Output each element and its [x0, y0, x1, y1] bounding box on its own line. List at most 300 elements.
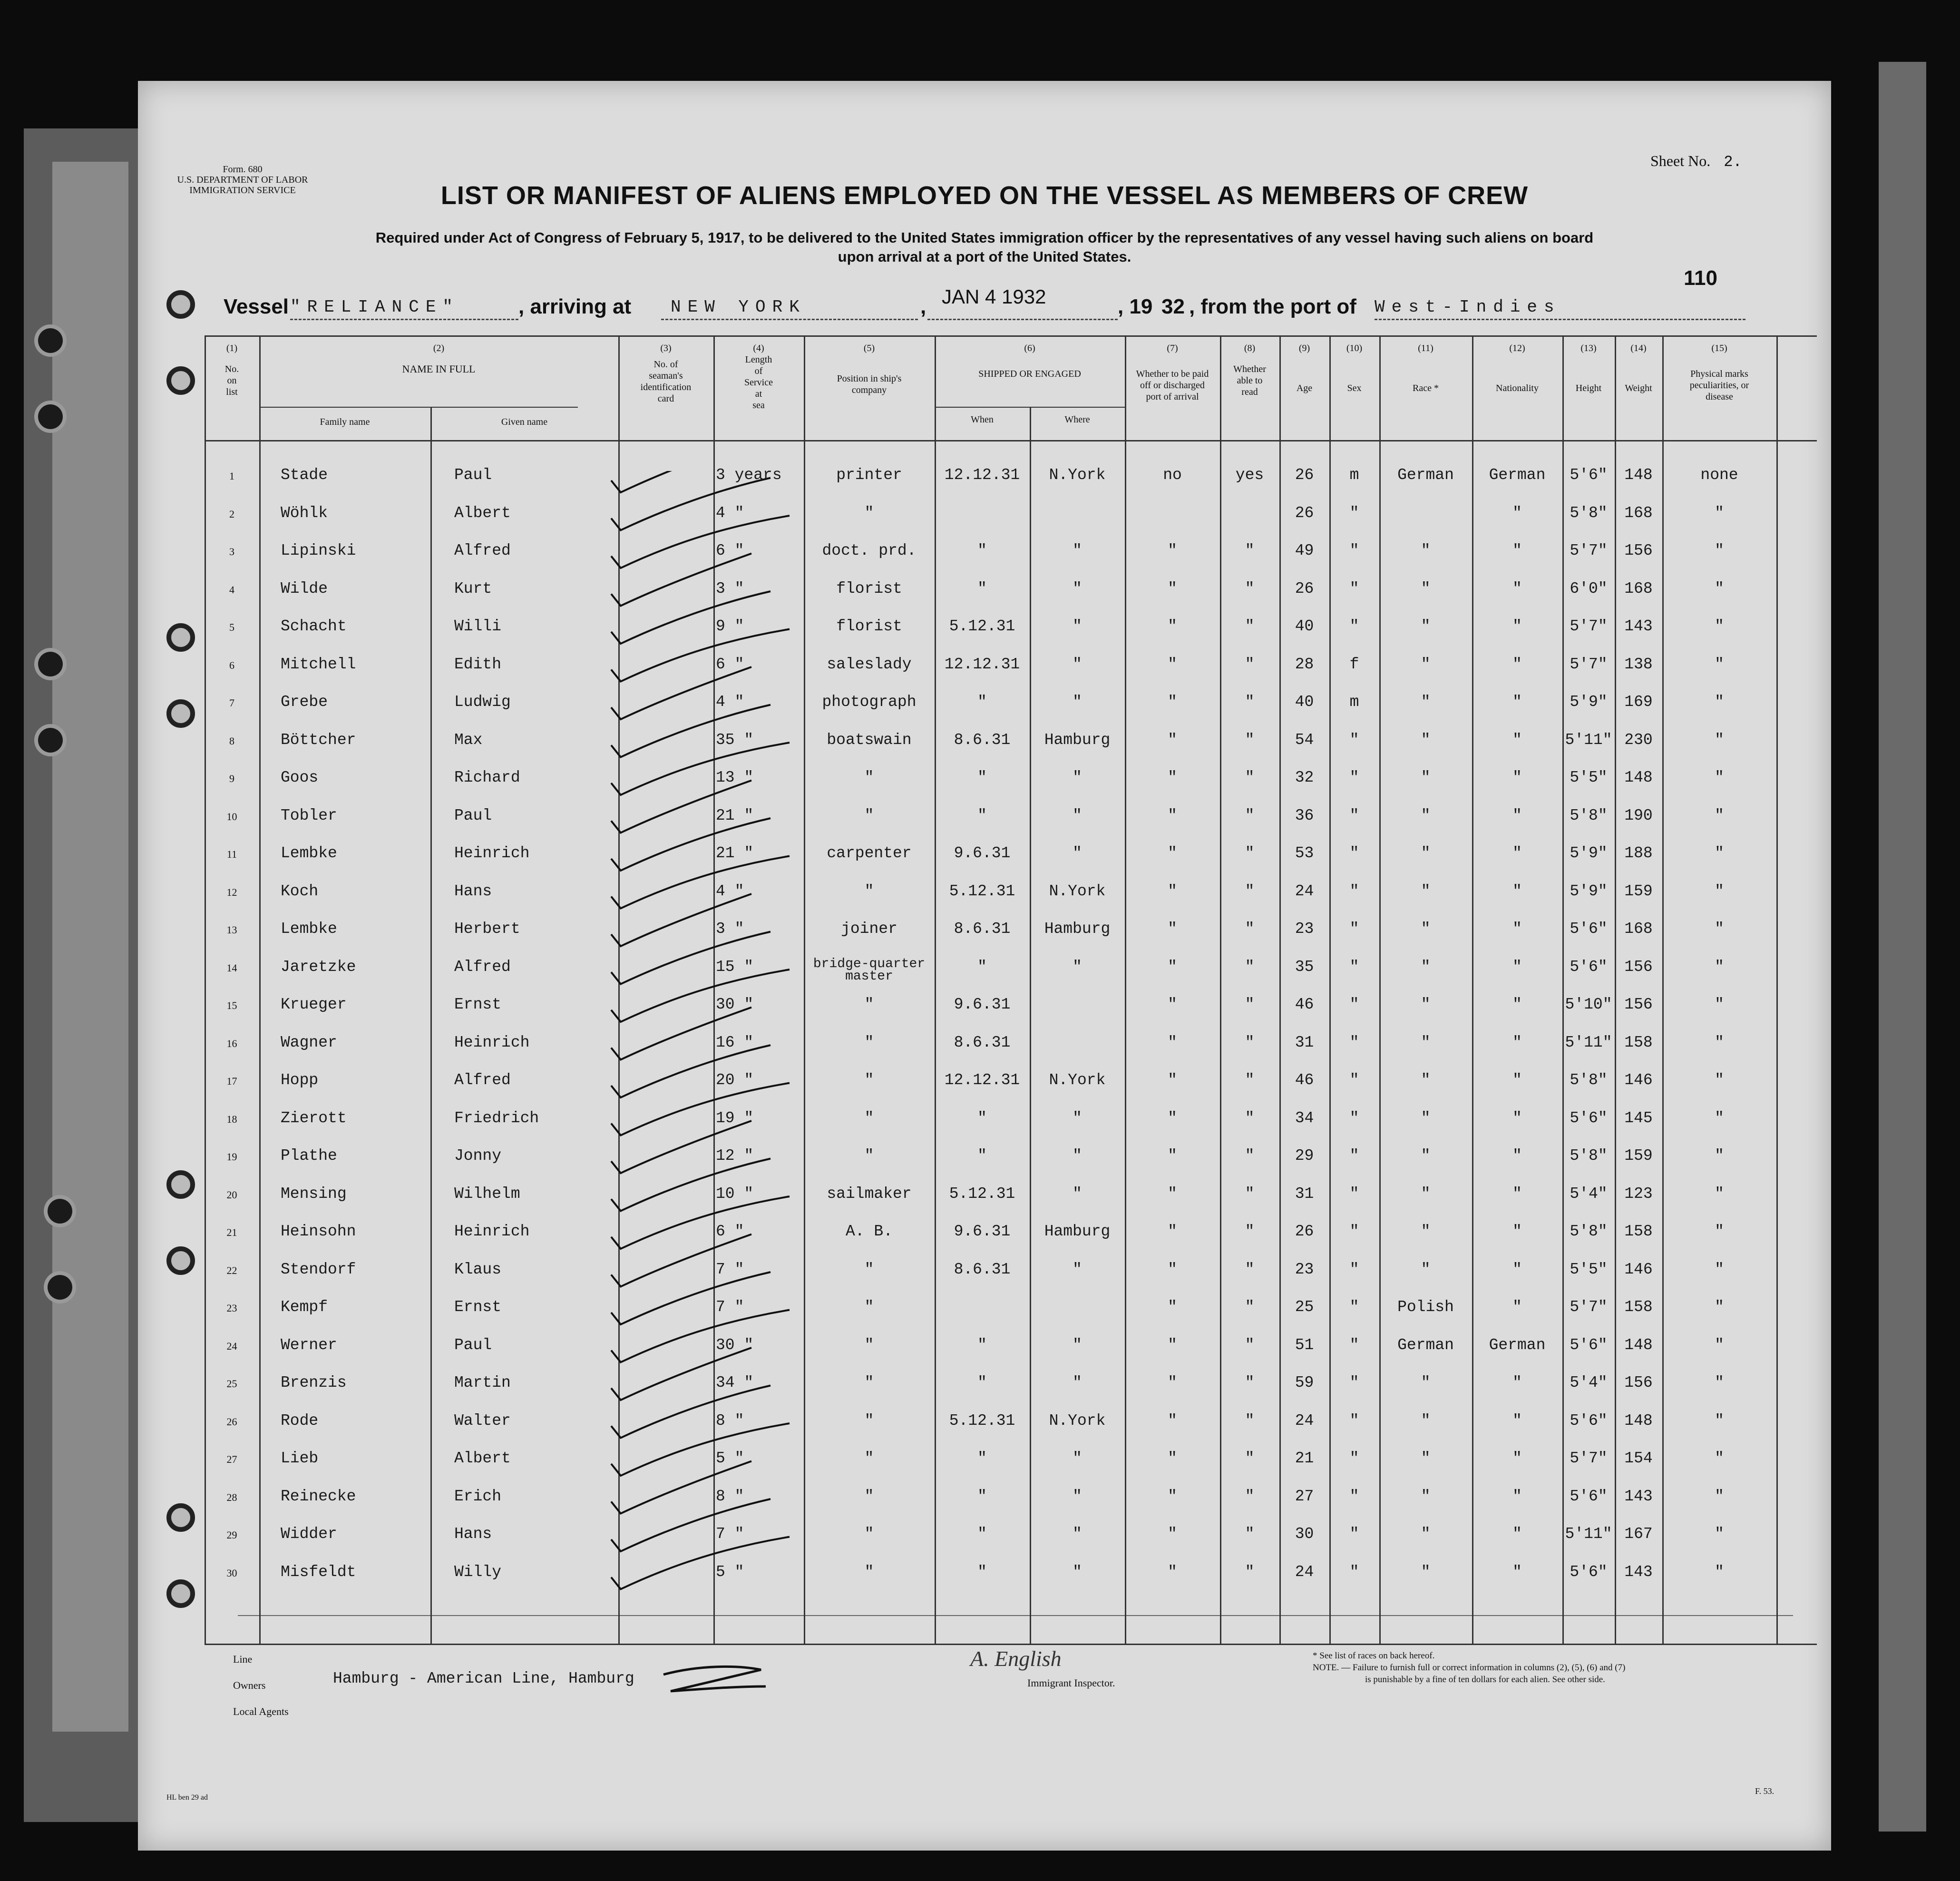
- sex-cell: ": [1349, 1411, 1359, 1430]
- race-cell: ": [1421, 806, 1431, 824]
- comma: ,: [920, 295, 926, 318]
- age-cell: 23: [1295, 920, 1314, 938]
- weight-cell: 146: [1624, 1260, 1653, 1278]
- age-cell: 49: [1295, 542, 1314, 559]
- given-name-cell: Heinrich: [454, 1033, 530, 1051]
- race-cell: ": [1421, 579, 1431, 598]
- col-title-name: NAME IN FULL: [402, 363, 476, 375]
- race-cell: ": [1421, 731, 1431, 749]
- shipped-where-cell: N.York: [1049, 466, 1106, 484]
- able-to-read-cell: ": [1245, 1147, 1255, 1165]
- position-cell: ": [864, 1071, 874, 1089]
- service-length-cell: 4 ": [716, 693, 744, 711]
- col-title-race: Race *: [1413, 383, 1439, 393]
- service-length-cell: 21 ": [716, 844, 754, 862]
- shipped-where-cell: ": [1073, 617, 1082, 635]
- col-rule: [1379, 335, 1381, 1644]
- nationality-cell: ": [1512, 693, 1522, 711]
- age-cell: 54: [1295, 731, 1314, 749]
- sheet-number: [1650, 152, 1742, 171]
- shipped-when-cell: ": [977, 1374, 987, 1391]
- fine-note-1: NOTE. — Failure to furnish full or correct information in columns (2), (5), (6) and (7): [1313, 1663, 1626, 1673]
- shipped-when-cell: ": [977, 1109, 987, 1127]
- physical-marks-cell: ": [1715, 1147, 1724, 1165]
- physical-marks-cell: ": [1715, 1525, 1724, 1543]
- position-cell: ": [864, 1336, 874, 1354]
- sex-cell: ": [1349, 958, 1359, 976]
- able-to-read-cell: ": [1245, 1411, 1255, 1430]
- able-to-read-cell: ": [1245, 1563, 1255, 1581]
- col-family-name: Family name: [320, 417, 370, 427]
- sex-cell: ": [1349, 1487, 1359, 1505]
- col-title-age: Age: [1296, 383, 1313, 393]
- service-length-cell: 15 ": [716, 958, 754, 976]
- able-to-read-cell: ": [1245, 542, 1255, 559]
- row-number-cell: 20: [226, 1188, 237, 1201]
- family-name-cell: Tobler: [281, 806, 337, 824]
- paid-off-cell: ": [1168, 1223, 1177, 1240]
- col-age: [1279, 343, 1329, 394]
- position-cell: ": [864, 1450, 874, 1467]
- age-cell: 40: [1295, 693, 1314, 711]
- col-rule: [1472, 335, 1473, 1644]
- race-cell: ": [1421, 1109, 1431, 1127]
- age-cell: 26: [1295, 579, 1314, 598]
- family-name-cell: Reinecke: [281, 1487, 356, 1505]
- row-number-cell: 18: [226, 1113, 237, 1125]
- service-length-cell: 19 ": [716, 1109, 754, 1127]
- paid-off-cell: ": [1168, 882, 1177, 900]
- height-cell: 5'7": [1570, 1298, 1608, 1316]
- col-paid-off: [1125, 343, 1220, 402]
- age-cell: 23: [1295, 1260, 1314, 1278]
- service-length-cell: 20 ": [716, 1071, 754, 1089]
- position-cell: ": [864, 1487, 874, 1505]
- service-length-cell: 4 ": [716, 882, 744, 900]
- col-when: When: [971, 414, 994, 425]
- paid-off-cell: ": [1168, 996, 1177, 1013]
- shipped-where-cell: ": [1073, 806, 1082, 824]
- family-name-cell: Heinsohn: [281, 1223, 356, 1240]
- col-index: (2): [433, 343, 445, 353]
- weight-cell: 159: [1624, 882, 1653, 900]
- given-name-cell: Alfred: [454, 1071, 511, 1089]
- age-cell: 24: [1295, 882, 1314, 900]
- paid-off-cell: ": [1168, 693, 1177, 711]
- family-name-cell: Wilde: [281, 579, 328, 598]
- col-index: (4): [753, 343, 764, 353]
- family-name-cell: Goos: [281, 769, 319, 786]
- physical-marks-cell: ": [1715, 579, 1724, 598]
- race-cell: ": [1421, 1223, 1431, 1240]
- nationality-cell: ": [1512, 1411, 1522, 1430]
- weight-cell: 143: [1624, 1487, 1653, 1505]
- given-name-cell: Paul: [454, 806, 492, 824]
- race-cell: German: [1397, 466, 1454, 484]
- col-id-card: [618, 343, 713, 404]
- service-length-cell: 7 ": [716, 1260, 744, 1278]
- physical-marks-cell: ": [1715, 1487, 1724, 1505]
- able-to-read-cell: ": [1245, 655, 1255, 673]
- paid-off-cell: ": [1168, 920, 1177, 938]
- able-to-read-cell: ": [1245, 769, 1255, 786]
- paper-ring: [166, 290, 195, 319]
- age-cell: 26: [1295, 1223, 1314, 1240]
- shipped-when-cell: 8.6.31: [954, 1260, 1011, 1278]
- shipped-when-cell: 5.12.31: [949, 617, 1015, 635]
- family-name-cell: Brenzis: [281, 1374, 347, 1391]
- page-subtitle: [209, 228, 1760, 266]
- nationality-cell: ": [1512, 1450, 1522, 1467]
- col-title-nationality: Nationality: [1496, 383, 1539, 393]
- able-to-read-cell: ": [1245, 1185, 1255, 1203]
- shipped-when-cell: 9.6.31: [954, 1223, 1011, 1240]
- col-index: (12): [1509, 343, 1525, 353]
- service-length-cell: 30 ": [716, 1336, 754, 1354]
- weight-cell: 168: [1624, 504, 1653, 522]
- col-index: (13): [1580, 343, 1597, 353]
- shipped-when-cell: 9.6.31: [954, 996, 1011, 1013]
- shipped-when-cell: ": [977, 542, 987, 559]
- paper-ring: [166, 1246, 195, 1275]
- age-cell: 51: [1295, 1336, 1314, 1354]
- nationality-cell: ": [1512, 844, 1522, 862]
- physical-marks-cell: ": [1715, 1336, 1724, 1354]
- nationality-cell: ": [1512, 655, 1522, 673]
- weight-cell: 169: [1624, 693, 1653, 711]
- col-rule: [1662, 335, 1664, 1644]
- position-cell: florist: [836, 617, 902, 635]
- year-prefix: , 19: [1118, 295, 1153, 318]
- col-title-shipped: SHIPPED OR ENGAGED: [978, 369, 1081, 379]
- col-title-weight: Weight: [1625, 383, 1652, 393]
- shipped-when-cell: ": [977, 1563, 987, 1581]
- height-cell: 5'11": [1565, 731, 1612, 749]
- height-cell: 5'10": [1565, 996, 1612, 1013]
- col-title-marks: Physical marks peculiarities, or disease: [1689, 369, 1749, 402]
- position-cell: ": [864, 1525, 874, 1543]
- given-name-cell: Alfred: [454, 958, 511, 976]
- physical-marks-cell: ": [1715, 1298, 1724, 1316]
- weight-cell: 143: [1624, 1563, 1653, 1581]
- given-name-cell: Friedrich: [454, 1109, 539, 1127]
- vessel-underline: [290, 319, 518, 320]
- col-rule: [1220, 335, 1221, 1644]
- row-number-cell: 13: [226, 924, 237, 936]
- shipped-when-cell: 5.12.31: [949, 1185, 1015, 1203]
- col-rule: [1329, 335, 1331, 1644]
- physical-marks-cell: ": [1715, 693, 1724, 711]
- col-rule: [205, 335, 206, 1644]
- check-mark: [611, 1083, 790, 1136]
- sex-cell: ": [1349, 1450, 1359, 1467]
- check-mark: [611, 667, 751, 719]
- race-cell: ": [1421, 1147, 1431, 1165]
- paid-off-cell: no: [1163, 466, 1182, 484]
- scan-background-left-inner: [52, 162, 128, 1732]
- able-to-read-cell: ": [1245, 1109, 1255, 1127]
- sex-cell: ": [1349, 1525, 1359, 1543]
- nationality-cell: ": [1512, 996, 1522, 1013]
- paid-off-cell: ": [1168, 1071, 1177, 1089]
- race-cell: ": [1421, 1450, 1431, 1467]
- sex-cell: ": [1349, 996, 1359, 1013]
- able-to-read-cell: ": [1245, 1033, 1255, 1051]
- service-length-cell: 16 ": [716, 1033, 754, 1051]
- sex-cell: ": [1349, 1223, 1359, 1240]
- row-number-cell: 27: [226, 1453, 237, 1465]
- height-cell: 5'4": [1570, 1374, 1608, 1391]
- service-length-cell: 34 ": [716, 1374, 754, 1391]
- family-name-cell: Misfeldt: [281, 1563, 356, 1581]
- shipped-where-cell: ": [1073, 1450, 1082, 1467]
- height-cell: 5'7": [1570, 617, 1608, 635]
- check-mark: [611, 1348, 751, 1400]
- given-name-cell: Heinrich: [454, 1223, 530, 1240]
- weight-cell: 143: [1624, 617, 1653, 635]
- weight-cell: 148: [1624, 1336, 1653, 1354]
- service-length-cell: 3 years: [716, 466, 782, 484]
- row-number-cell: 3: [229, 546, 234, 558]
- col-rule: [935, 335, 936, 1644]
- height-cell: 6'0": [1570, 579, 1608, 598]
- given-name-cell: Albert: [454, 1450, 511, 1467]
- sex-cell: ": [1349, 1185, 1359, 1203]
- shipped-where-cell: N.York: [1049, 1071, 1106, 1089]
- age-cell: 36: [1295, 806, 1314, 824]
- nationality-cell: ": [1512, 920, 1522, 938]
- check-mark: [611, 1310, 790, 1362]
- shipped-where-cell: N.York: [1049, 882, 1106, 900]
- shipped-where-cell: ": [1073, 1260, 1082, 1278]
- race-cell: Polish: [1397, 1298, 1454, 1316]
- check-mark: [611, 743, 790, 795]
- family-name-cell: Wagner: [281, 1033, 337, 1051]
- physical-marks-cell: ": [1715, 1563, 1724, 1581]
- position-cell: printer: [836, 466, 902, 484]
- sex-cell: ": [1349, 882, 1359, 900]
- col-title-height: Height: [1575, 383, 1602, 393]
- sex-cell: ": [1349, 1147, 1359, 1165]
- family-name-cell: Werner: [281, 1336, 337, 1354]
- race-cell: ": [1421, 1033, 1431, 1051]
- family-name-cell: Rode: [281, 1411, 319, 1430]
- family-name-cell: Plathe: [281, 1147, 337, 1165]
- able-to-read-cell: ": [1245, 693, 1255, 711]
- table-bottom-rule: [205, 1644, 1817, 1645]
- paid-off-cell: ": [1168, 655, 1177, 673]
- col-nationality: [1472, 343, 1562, 394]
- position-cell: ": [864, 1109, 874, 1127]
- physical-marks-cell: ": [1715, 1071, 1724, 1089]
- height-cell: 5'6": [1570, 1487, 1608, 1505]
- col-index: (8): [1244, 343, 1256, 353]
- shipped-where-cell: ": [1073, 1563, 1082, 1581]
- sheet-label: Sheet No.: [1650, 152, 1711, 169]
- col-marks: [1662, 343, 1776, 402]
- physical-marks-cell: ": [1715, 1185, 1724, 1203]
- able-to-read-cell: ": [1245, 1223, 1255, 1240]
- sex-cell: m: [1349, 466, 1359, 484]
- paid-off-cell: ": [1168, 1185, 1177, 1203]
- age-cell: 21: [1295, 1450, 1314, 1467]
- form-code: F. 53.: [1755, 1786, 1775, 1796]
- row-number-cell: 29: [226, 1529, 237, 1541]
- sex-cell: m: [1349, 693, 1359, 711]
- position-cell: boatswain: [827, 731, 912, 749]
- line-label: Line: [233, 1653, 253, 1665]
- position-cell: carpenter: [827, 844, 912, 862]
- position-cell: ": [864, 1374, 874, 1391]
- age-cell: 59: [1295, 1374, 1314, 1391]
- check-marks: [609, 471, 856, 1708]
- race-cell: ": [1421, 1487, 1431, 1505]
- col-title-list-number: No. on list: [224, 364, 239, 397]
- nationality-cell: ": [1512, 1033, 1522, 1051]
- col-title-sex: Sex: [1347, 383, 1362, 393]
- print-code: HL ben 29 ad: [166, 1793, 208, 1802]
- row-number-cell: 25: [226, 1378, 237, 1390]
- height-cell: 5'6": [1570, 958, 1608, 976]
- service-length-cell: 12 ": [716, 1147, 754, 1165]
- position-cell: joiner: [841, 920, 897, 938]
- given-name-cell: Paul: [454, 466, 492, 484]
- row-number-cell: 7: [229, 697, 234, 709]
- weight-cell: 138: [1624, 655, 1653, 673]
- paid-off-cell: ": [1168, 1033, 1177, 1051]
- nationality-cell: ": [1512, 504, 1522, 522]
- col-title-position: Position in ship's company: [837, 373, 902, 395]
- row-number-cell: 21: [226, 1226, 237, 1238]
- nationality-cell: ": [1512, 731, 1522, 749]
- race-cell: ": [1421, 882, 1431, 900]
- weight-cell: 168: [1624, 920, 1653, 938]
- position-cell: ": [864, 1033, 874, 1051]
- race-cell: ": [1421, 1525, 1431, 1543]
- physical-marks-cell: ": [1715, 996, 1724, 1013]
- nationality-cell: ": [1512, 1525, 1522, 1543]
- position-cell: doct. prd.: [822, 542, 917, 559]
- family-name-cell: Stade: [281, 466, 328, 484]
- given-name-cell: Alfred: [454, 542, 511, 559]
- paper-ring: [166, 623, 195, 652]
- able-to-read-cell: ": [1245, 882, 1255, 900]
- paid-off-cell: ": [1168, 1487, 1177, 1505]
- col-position: [804, 343, 935, 396]
- end-of-list-line: [238, 1615, 1793, 1616]
- able-to-read-cell: ": [1245, 1260, 1255, 1278]
- weight-cell: 148: [1624, 466, 1653, 484]
- shipped-when-cell: 12.12.31: [944, 466, 1020, 484]
- service-length-cell: 6 ": [716, 542, 744, 559]
- weight-cell: 148: [1624, 769, 1653, 786]
- paper-ring: [166, 366, 195, 395]
- family-name-cell: Lieb: [281, 1450, 319, 1467]
- physical-marks-cell: ": [1715, 882, 1724, 900]
- physical-marks-cell: ": [1715, 1260, 1724, 1278]
- shipped-when-cell: 12.12.31: [944, 655, 1020, 673]
- row-number-cell: 24: [226, 1340, 237, 1352]
- weight-cell: 167: [1624, 1525, 1653, 1543]
- binder-hole: [48, 1199, 72, 1224]
- row-number-cell: 26: [226, 1415, 237, 1428]
- age-cell: 53: [1295, 844, 1314, 862]
- shipped-where-cell: ": [1073, 1374, 1082, 1391]
- paid-off-cell: ": [1168, 1298, 1177, 1316]
- nationality-cell: ": [1512, 1260, 1522, 1278]
- age-cell: 35: [1295, 958, 1314, 976]
- sex-cell: ": [1349, 504, 1359, 522]
- scan-background-right: [1879, 62, 1926, 1832]
- year-suffix: 32: [1161, 295, 1185, 318]
- able-to-read-cell: ": [1245, 806, 1255, 824]
- col-index: (5): [863, 343, 875, 353]
- height-cell: 5'6": [1570, 1411, 1608, 1430]
- height-cell: 5'4": [1570, 1185, 1608, 1203]
- subtitle-line-2: upon arrival at a port of the United States.: [838, 248, 1131, 265]
- able-to-read-cell: ": [1245, 1298, 1255, 1316]
- nationality-cell: ": [1512, 769, 1522, 786]
- shipped-where-cell: ": [1073, 655, 1082, 673]
- paid-off-cell: ": [1168, 1109, 1177, 1127]
- sex-cell: ": [1349, 1260, 1359, 1278]
- check-mark: [611, 554, 751, 606]
- able-to-read-cell: ": [1245, 1071, 1255, 1089]
- weight-cell: 156: [1624, 958, 1653, 976]
- from-label: , from the port of: [1189, 295, 1356, 318]
- sex-cell: ": [1349, 1374, 1359, 1391]
- col-index: (15): [1711, 343, 1727, 353]
- age-cell: 27: [1295, 1487, 1314, 1505]
- shipped-where-cell: ": [1073, 693, 1082, 711]
- service-length-cell: 30 ": [716, 996, 754, 1013]
- shipped-where-cell: Hamburg: [1044, 1223, 1111, 1240]
- row-number-cell: 22: [226, 1264, 237, 1276]
- nationality-cell: ": [1512, 1223, 1522, 1240]
- physical-marks-cell: ": [1715, 1411, 1724, 1430]
- given-name-cell: Albert: [454, 504, 511, 522]
- given-name-cell: Kurt: [454, 579, 492, 598]
- height-cell: 5'8": [1570, 1071, 1608, 1089]
- able-to-read-cell: ": [1245, 1450, 1255, 1467]
- physical-marks-cell: none: [1700, 466, 1738, 484]
- service-name: IMMIGRATION SERVICE: [189, 185, 296, 196]
- row-number-cell: 4: [229, 583, 234, 596]
- weight-cell: 158: [1624, 1033, 1653, 1051]
- able-to-read-cell: ": [1245, 731, 1255, 749]
- col-read: [1220, 343, 1279, 398]
- sex-cell: ": [1349, 579, 1359, 598]
- physical-marks-cell: ": [1715, 1450, 1724, 1467]
- table-top-rule: [205, 335, 1817, 337]
- given-name-cell: Hans: [454, 1525, 492, 1543]
- owners-value: Hamburg - American Line, Hamburg: [333, 1670, 634, 1687]
- service-length-cell: 10 ": [716, 1185, 754, 1203]
- row-number-cell: 14: [226, 961, 237, 974]
- family-name-cell: Schacht: [281, 617, 347, 635]
- check-mark: [611, 1423, 790, 1476]
- given-name-cell: Wilhelm: [454, 1185, 520, 1203]
- weight-cell: 156: [1624, 996, 1653, 1013]
- given-name-cell: Klaus: [454, 1260, 502, 1278]
- family-name-cell: Mitchell: [281, 655, 356, 673]
- family-name-cell: Mensing: [281, 1185, 347, 1203]
- shipped-where-cell: ": [1073, 1185, 1082, 1203]
- family-name-cell: Lembke: [281, 920, 337, 938]
- given-name-cell: Willi: [454, 617, 502, 635]
- sex-cell: f: [1349, 655, 1359, 673]
- check-mark: [611, 1196, 790, 1249]
